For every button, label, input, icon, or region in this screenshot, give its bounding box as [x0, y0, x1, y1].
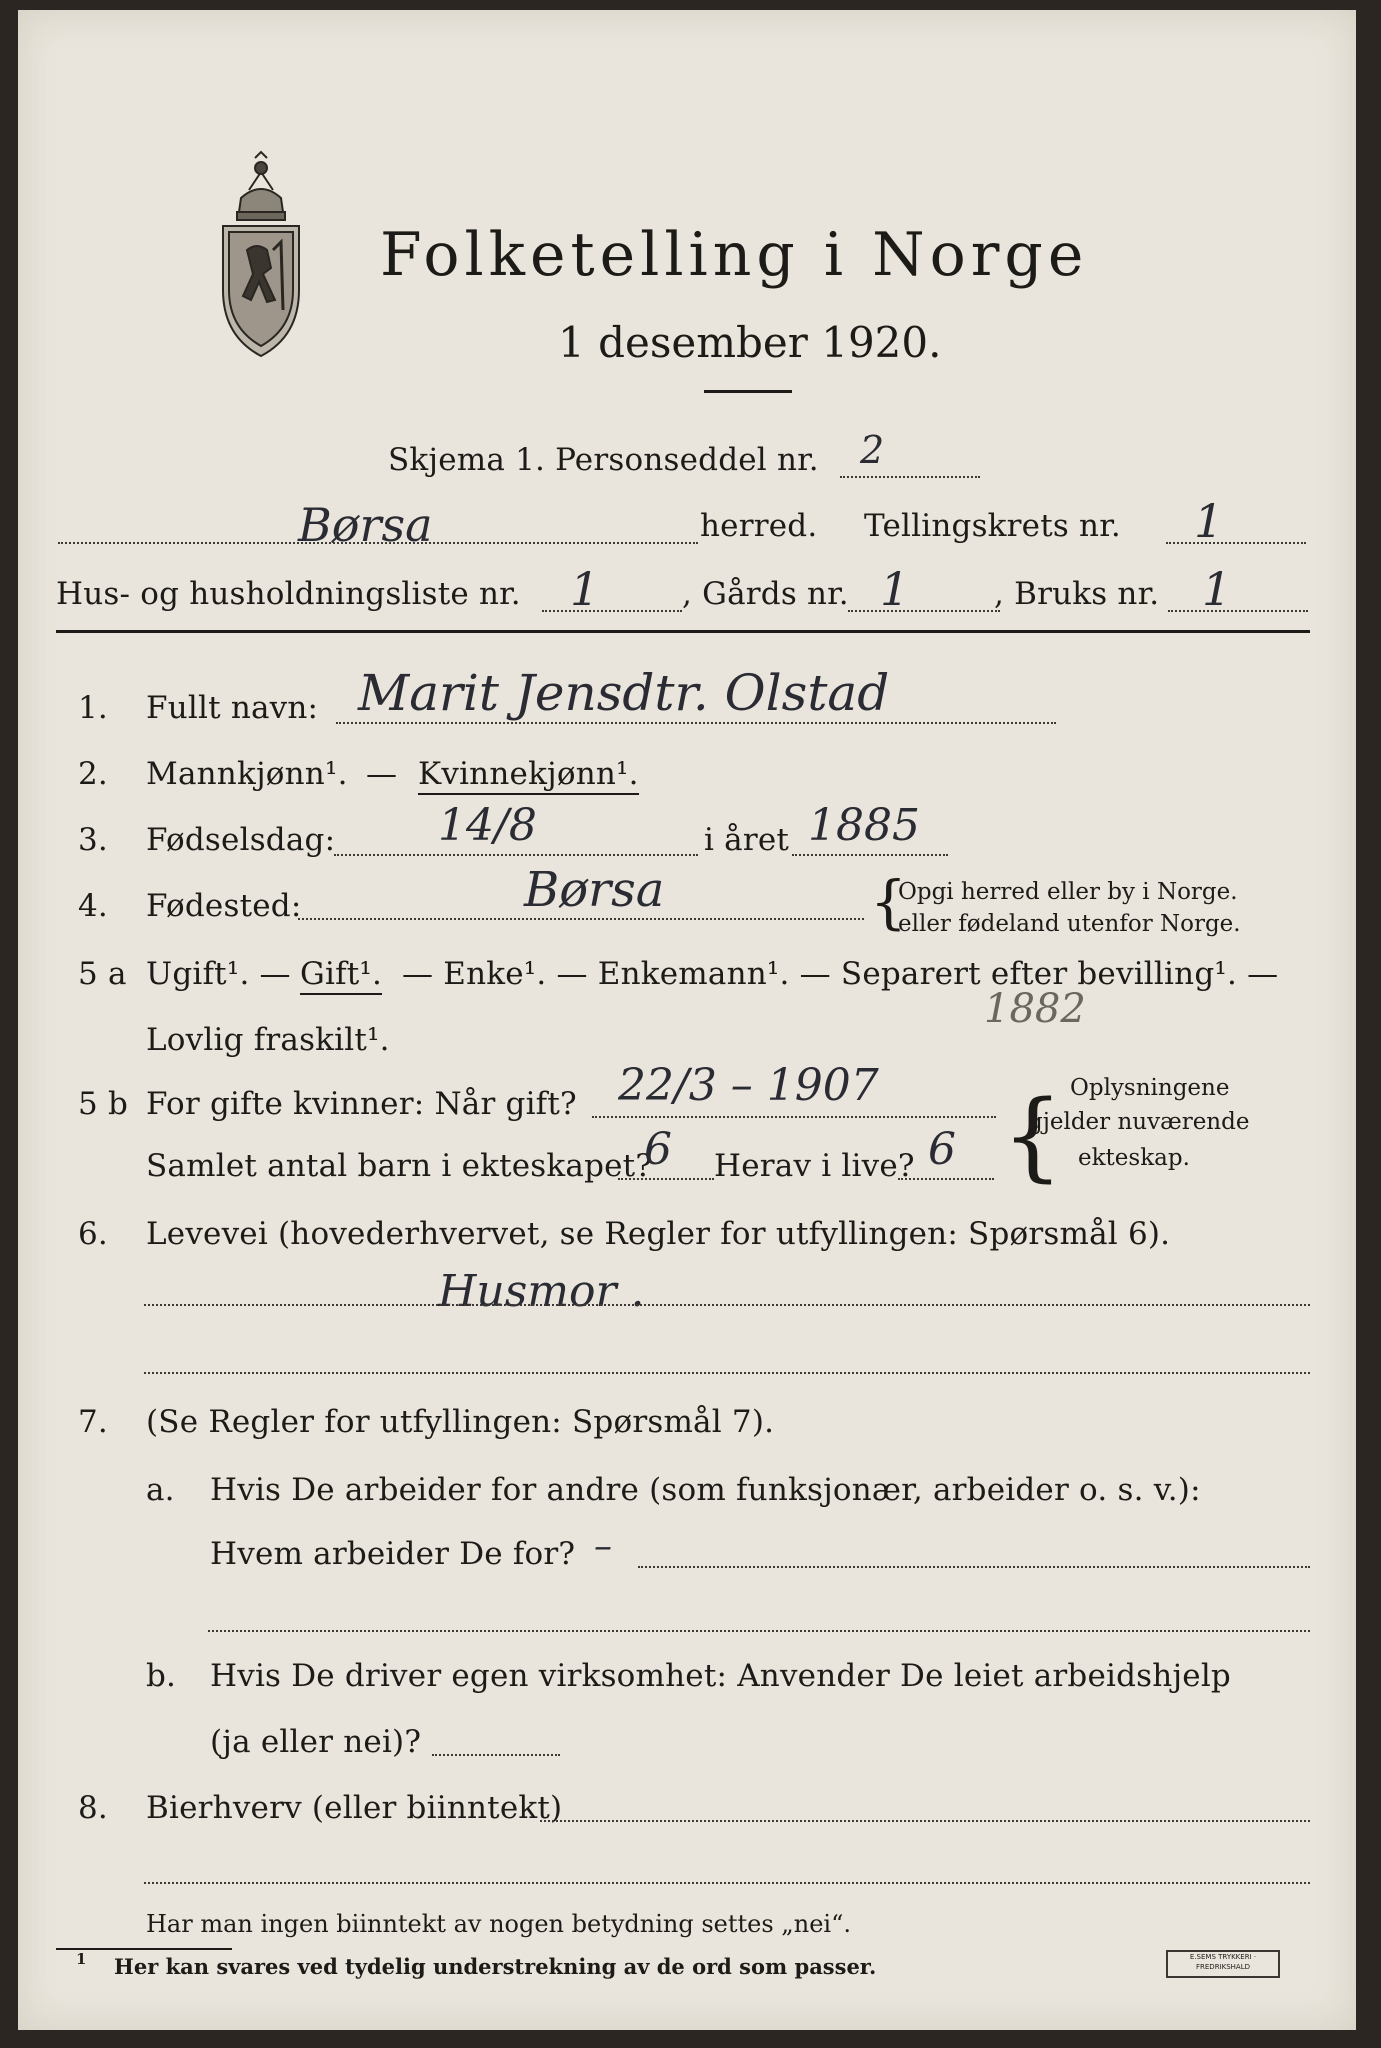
q4-label: Fødested: [146, 888, 302, 924]
q7b-letter: b. [146, 1658, 177, 1694]
q7-number: 7. [78, 1404, 108, 1440]
tellingskrets-line [1166, 542, 1306, 544]
gards-label: , Gårds nr. [682, 576, 849, 612]
q6-number: 6. [78, 1216, 108, 1252]
q7a-question: Hvem arbeider De for? [210, 1536, 576, 1572]
q1-number: 1. [78, 690, 108, 726]
female-option[interactable]: Kvinnekjønn¹. [418, 756, 639, 795]
q7b-line[interactable] [432, 1754, 560, 1756]
q4-line [298, 918, 864, 920]
q5b-number: 5 b [78, 1086, 129, 1122]
q8-line-2 [144, 1882, 1310, 1884]
full-name-value[interactable]: Marit Jensdtr. Olstad [358, 664, 890, 722]
birthday-value[interactable]: 14/8 [438, 800, 537, 851]
tellingskrets-value[interactable]: 1 [1194, 494, 1224, 548]
schema-number-line [840, 476, 980, 478]
footnote-mark: 1 [76, 1950, 87, 1968]
title-divider [704, 390, 792, 393]
q4-note-line2: eller fødeland utenfor Norge. [898, 911, 1241, 937]
male-option[interactable]: Mannkjønn¹. [146, 756, 348, 792]
divorced-option[interactable]: Lovlig fraskilt¹. [146, 1022, 390, 1058]
q4-number: 4. [78, 888, 108, 924]
q8-line-1[interactable] [540, 1820, 1310, 1822]
census-form [18, 10, 1356, 2030]
marriage-date-value[interactable]: 22/3 – 1907 [618, 1060, 879, 1111]
alive-value[interactable]: 6 [928, 1124, 956, 1175]
margin-note: 1882 [984, 986, 1086, 1032]
herred-label: herred. [700, 508, 818, 544]
tellingskrets-label: Tellingskrets nr. [864, 508, 1121, 544]
q6-line-2 [144, 1372, 1310, 1374]
q6-line-1 [144, 1304, 1310, 1306]
year-label: i året [704, 822, 790, 858]
children-label: Samlet antal barn i ekteskapet? [146, 1148, 653, 1184]
coat-of-arms-icon [211, 150, 311, 362]
herred-value[interactable]: Børsa [298, 498, 433, 552]
schema-label: Skjema 1. Personseddel nr. [388, 442, 819, 478]
household-list-label: Hus- og husholdningsliste nr. [56, 576, 521, 612]
q5b-brace: { [1002, 1080, 1064, 1192]
q7a-line-1 [638, 1566, 1310, 1568]
schema-number-value[interactable]: 2 [860, 428, 885, 472]
unmarried-option[interactable]: Ugift¹. — [146, 956, 291, 992]
other-marital-options[interactable]: — Enke¹. — Enkemann¹. — Separert efter bevilling¹. — [402, 956, 1279, 992]
q3-year-line [792, 854, 948, 856]
q2-dash: — [366, 756, 398, 792]
footnote-text: Her kan svares ved tydelig understrekning av de ord som passer. [114, 1954, 877, 1979]
printer-stamp: E.SEMS TRYKKERI · FREDRIKSHALD [1166, 1950, 1280, 1978]
q8-note: Har man ingen biinntekt av nogen betydning settes „nei“. [146, 1910, 851, 1938]
children-value[interactable]: 6 [644, 1124, 672, 1175]
q1-label: Fullt navn: [146, 690, 319, 726]
gards-value[interactable]: 1 [880, 562, 910, 616]
q3-number: 3. [78, 822, 108, 858]
census-date: 1 desember 1920. [558, 318, 942, 367]
q3-label: Fødselsdag: [146, 822, 336, 858]
birth-year-value[interactable]: 1885 [808, 800, 920, 851]
q7b-text: Hvis De driver egen virksomhet: Anvender De leiet arbeidshjelp [210, 1658, 1231, 1694]
q5a-number: 5 a [78, 956, 127, 992]
gards-line [848, 610, 1000, 612]
q6-label: Levevei (hovederhvervet, se Regler for utfyllingen: Spørsmål 6). [146, 1216, 1171, 1252]
q4-brace: { [870, 868, 907, 936]
employer-value[interactable]: – [594, 1526, 612, 1567]
bruks-line [1168, 610, 1308, 612]
q7a-line-2 [208, 1630, 1310, 1632]
q7a-text: Hvis De arbeider for andre (som funksjonær, arbeider o. s. v.): [210, 1472, 1201, 1508]
q8-label: Bierhverv (eller biinntekt) [146, 1790, 563, 1826]
q7-label: (Se Regler for utfyllingen: Spørsmål 7). [146, 1404, 775, 1440]
married-option[interactable]: Gift¹. [300, 956, 382, 995]
q5b-label: For gifte kvinner: Når gift? [146, 1086, 577, 1122]
q1-line [336, 722, 1056, 724]
q3-day-line [334, 854, 698, 856]
household-list-line [542, 610, 682, 612]
q7b-question: (ja eller nei)? [210, 1724, 422, 1760]
q5b-note-line3: ekteskap. [1078, 1145, 1190, 1171]
q8-number: 8. [78, 1790, 108, 1826]
q5b-note-line2: gjelder nuværende [1028, 1109, 1250, 1135]
section-divider [56, 630, 1310, 633]
form-title: Folketelling i Norge [380, 220, 1089, 290]
birthplace-value[interactable]: Børsa [524, 862, 665, 918]
alive-label: Herav i live? [714, 1148, 915, 1184]
household-list-value[interactable]: 1 [570, 562, 600, 616]
q5b-note-line1: Oplysningene [1070, 1075, 1230, 1101]
bruks-value[interactable]: 1 [1202, 562, 1232, 616]
q7a-letter: a. [146, 1472, 175, 1508]
alive-line [898, 1178, 994, 1180]
q5b-married-line [592, 1116, 996, 1118]
bruks-label: , Bruks nr. [994, 576, 1160, 612]
occupation-value[interactable]: Husmor . [438, 1266, 645, 1317]
q2-number: 2. [78, 756, 108, 792]
q4-note-line1: Opgi herred eller by i Norge. [898, 879, 1238, 905]
children-line [618, 1178, 714, 1180]
